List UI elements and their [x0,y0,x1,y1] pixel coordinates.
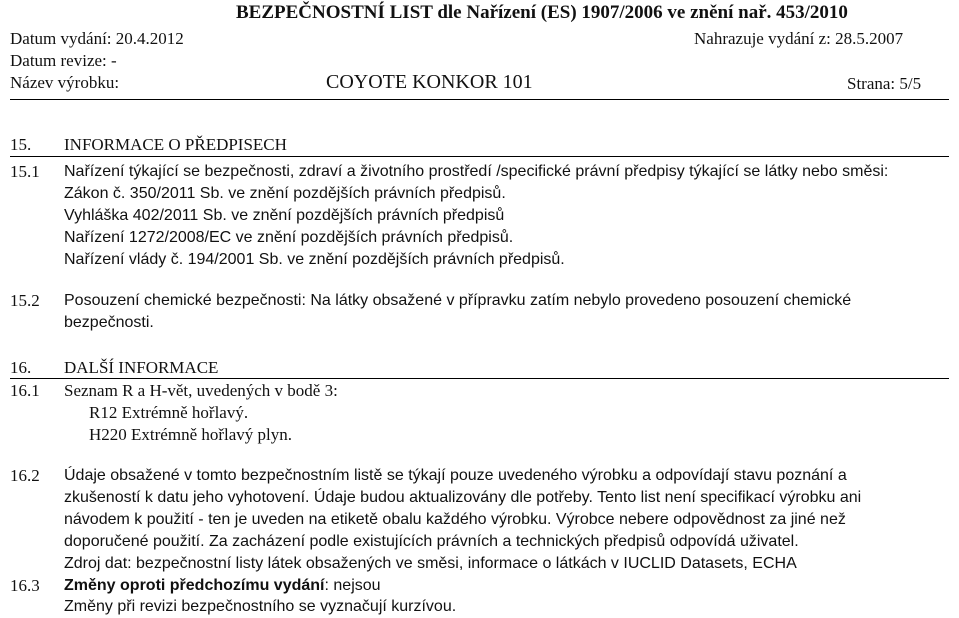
page-number: Strana: 5/5 [847,74,922,93]
changes-value: nejsou [333,577,381,594]
info-line: doporučené použití. Za zacházení podle existujících právních a technických předpisů odpovídá uživatel. [64,533,799,550]
document-title: BEZPEČNOSTNÍ LIST dle Nařízení (ES) 1907/2006 ve znění nař. 453/2010 [236,2,848,23]
safety-assessment-line: Posouzení chemické bezpečnosti: Na látky obsažené v přípravku zatím nebylo provedeno posouzení chemické [64,292,852,309]
regulation-line: Vyhláška 402/2011 Sb. ve znění pozdějších právních předpisů [64,207,505,224]
subsection-16-3-number: 16.3 [10,576,40,595]
subsection-16-2-number: 16.2 [10,466,40,485]
section-16-divider [10,378,949,379]
changes-line [64,577,381,595]
subsection-16-1-number: 16.1 [10,381,40,400]
subsection-15-2-number: 15.2 [10,291,40,310]
info-line: návodem k použití - ten je uveden na etiketě obalu každého výrobku. Výrobce nebere odpovědnost za jiné než [64,511,846,528]
safety-assessment-line: bezpečnosti. [64,314,154,331]
replaces-date: Nahrazuje vydání z: 28.5.2007 [694,29,904,48]
section-16-title: DALŠÍ INFORMACE [64,358,219,377]
product-name: COYOTE KONKOR 101 [326,71,533,93]
regulation-line: Zákon č. 350/2011 Sb. ve znění pozdějších právních předpisů. [64,185,506,202]
subsection-15-1-number: 15.1 [10,162,40,181]
regulation-line: Nařízení vlády č. 194/2001 Sb. ve znění pozdějších právních předpisů. [64,251,565,268]
phrase-line: H220 Extrémně hořlavý plyn. [89,425,293,444]
changes-note: Změny při revizi bezpečnostního se vyznačují kurzívou. [64,598,457,615]
section-16-number: 16. [10,358,32,377]
issue-date: Datum vydání: 20.4.2012 [10,29,184,48]
regulation-line: Nařízení 1272/2008/EC ve znění pozdějších právních předpisů. [64,229,514,246]
changes-label: Změny oproti předchozímu vydání [64,577,325,594]
changes-colon: : [324,577,329,594]
section-15-divider [10,156,949,157]
section-15-title: INFORMACE O PŘEDPISECH [64,135,287,154]
info-line: Zdroj dat: bezpečnostní listy látek obsažených ve směsi, informace o látkách v IUCLID Datasets, ECHA [64,555,797,572]
revision-date: Datum revize: - [10,51,117,70]
phrases-heading: Seznam R a H-vět, uvedených v bodě 3: [64,381,338,400]
header-divider [10,99,949,100]
regulation-line: Nařízení týkající se bezpečnosti, zdraví a životního prostředí /specifické právní předpisy týkající se látky nebo směsi: [64,163,889,180]
info-line: Údaje obsažené v tomto bezpečnostním listě se týkají pouze uvedeného výrobku a odpovídají stavu poznání a [64,467,847,484]
product-label: Název výrobku: [10,73,120,92]
info-line: zkušeností k datu jeho vyhotovení. Údaje budou aktualizovány dle potřeby. Tento list není specifikací výrobku ani [64,489,862,506]
phrase-line: R12 Extrémně hořlavý. [89,403,249,422]
section-15-number: 15. [10,135,32,154]
